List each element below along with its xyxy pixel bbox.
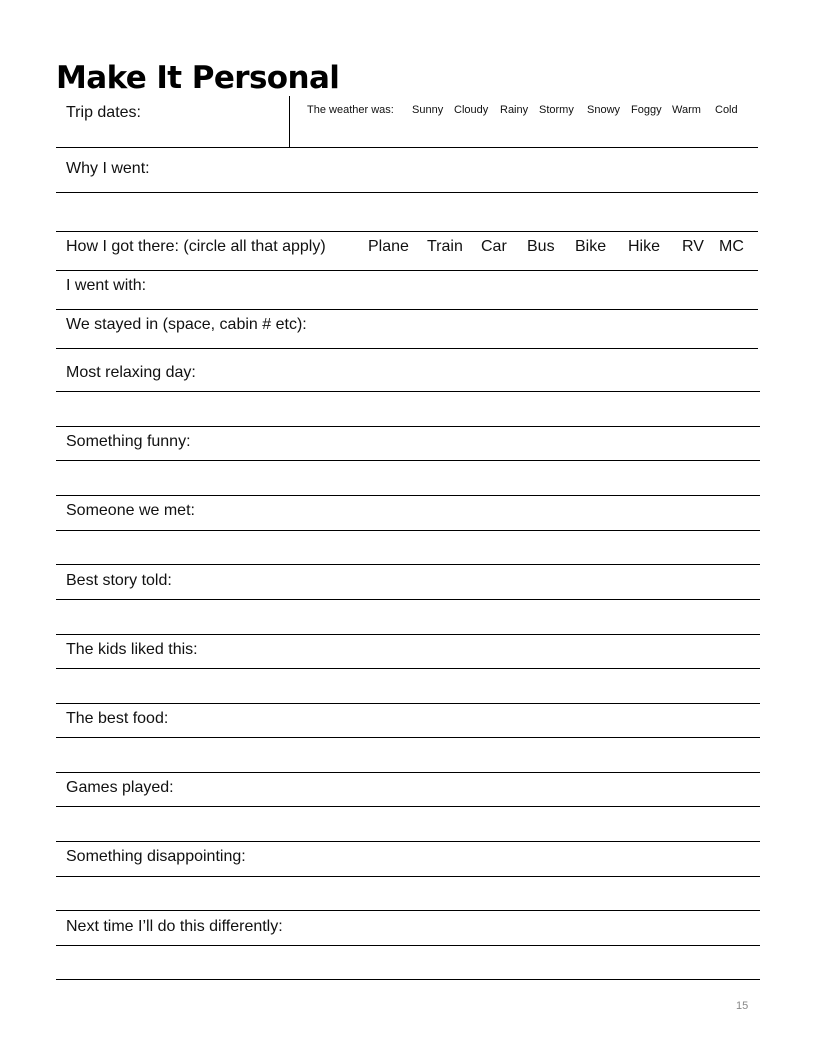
- trip-dates-label: Trip dates:: [66, 104, 141, 121]
- rule-line: [56, 979, 760, 980]
- prompt-something-disappointing: Something disappointing:: [66, 848, 246, 865]
- rule-line: [56, 348, 758, 349]
- rule-line: [56, 703, 760, 704]
- rule-line: [56, 231, 758, 232]
- transport-option-bike[interactable]: Bike: [575, 238, 607, 255]
- rule-line: [56, 309, 758, 310]
- weather-option-cold[interactable]: Cold: [715, 104, 738, 116]
- prompt-most-relaxing-day: Most relaxing day:: [66, 364, 196, 381]
- rule-line: [56, 634, 760, 635]
- prompt-best-food: The best food:: [66, 710, 169, 727]
- writing-line[interactable]: [56, 806, 760, 807]
- writing-line[interactable]: [56, 945, 760, 946]
- rule-line: [56, 841, 760, 842]
- writing-line[interactable]: [56, 668, 760, 669]
- rule-line: [56, 426, 760, 427]
- page-number: 15: [736, 1000, 749, 1012]
- prompt-games-played: Games played:: [66, 779, 174, 796]
- rule-line: [56, 772, 760, 773]
- prompt-someone-we-met: Someone we met:: [66, 502, 195, 519]
- prompt-something-funny: Something funny:: [66, 433, 191, 450]
- trip-row-divider: [289, 96, 290, 147]
- rule-line: [56, 495, 760, 496]
- writing-line[interactable]: [56, 530, 760, 531]
- weather-option-warm[interactable]: Warm: [672, 104, 701, 116]
- transport-option-hike[interactable]: Hike: [628, 238, 661, 255]
- writing-line[interactable]: [56, 737, 760, 738]
- rule-line: [56, 147, 758, 148]
- transport-option-train[interactable]: Train: [427, 238, 463, 255]
- prompt-kids-liked-this: The kids liked this:: [66, 641, 198, 658]
- rule-line: [56, 910, 760, 911]
- weather-option-sunny[interactable]: Sunny: [412, 104, 444, 116]
- writing-line[interactable]: [56, 876, 760, 877]
- page-title: Make It Personal: [56, 60, 340, 96]
- transport-label: How I got there: (circle all that apply): [66, 238, 326, 255]
- transport-option-bus[interactable]: Bus: [527, 238, 555, 255]
- transport-option-plane[interactable]: Plane: [368, 238, 409, 255]
- transport-option-rv[interactable]: RV: [682, 238, 704, 255]
- weather-option-snowy[interactable]: Snowy: [587, 104, 621, 116]
- prompt-next-time-differently: Next time I’ll do this differently:: [66, 918, 283, 935]
- transport-option-mc[interactable]: MC: [719, 238, 744, 255]
- why-label: Why I went:: [66, 160, 150, 177]
- weather-option-cloudy[interactable]: Cloudy: [454, 104, 489, 116]
- stayed-in-label: We stayed in (space, cabin # etc):: [66, 316, 307, 333]
- prompt-best-story-told: Best story told:: [66, 572, 172, 589]
- weather-option-stormy[interactable]: Stormy: [539, 104, 574, 116]
- writing-line[interactable]: [56, 599, 760, 600]
- weather-option-foggy[interactable]: Foggy: [631, 104, 662, 116]
- writing-line[interactable]: [56, 192, 758, 193]
- writing-line[interactable]: [56, 391, 760, 392]
- writing-line[interactable]: [56, 460, 760, 461]
- rule-line: [56, 564, 760, 565]
- transport-option-car[interactable]: Car: [481, 238, 507, 255]
- weather-option-rainy[interactable]: Rainy: [500, 104, 529, 116]
- went-with-label: I went with:: [66, 277, 147, 294]
- rule-line: [56, 270, 758, 271]
- weather-label: The weather was:: [307, 104, 394, 116]
